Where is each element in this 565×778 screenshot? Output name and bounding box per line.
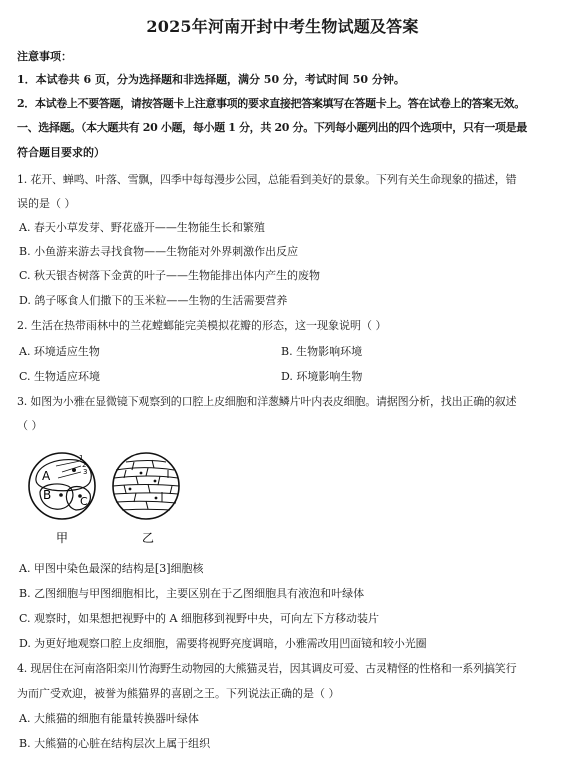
figure-label-b: B: [43, 488, 52, 502]
figure-label-c: C: [80, 495, 88, 508]
onion-cell-field: [113, 453, 179, 519]
figure-label-1: 1: [79, 454, 84, 462]
figure-label-a: A: [42, 469, 51, 483]
page-title: 2025年河南开封中考生物试题及答案: [146, 17, 419, 36]
question-3-option-b: B. 乙图细胞与甲图细胞相比，主要区别在于乙图细胞具有液泡和叶绿体: [19, 587, 365, 600]
section-heading-line-2: 符合题目要求的）: [17, 146, 105, 159]
question-1-option-b: B. 小鱼游来游去寻找食物——生物能对外界刺激作出反应: [19, 245, 299, 258]
notice-item-1: 1．本试卷共 6 页，分为选择题和非选择题，满分 50 分，考试时间 50 分钟。: [17, 73, 405, 86]
question-4-stem-line-2: 为而广受欢迎，被誉为熊猫界的喜剧之王。下列说法正确的是（ ）: [17, 687, 340, 700]
question-2-stem: 2. 生活在热带雨林中的兰花螳螂能完美模拟花瓣的形态，这一现象说明（ ）: [17, 319, 387, 332]
question-2-option-d: D. 环境影响生物: [281, 370, 363, 383]
question-3-option-a: A. 甲图中染色最深的结构是[3]细胞核: [19, 562, 204, 575]
question-3-stem-line-1: 3. 如图为小雅在显微镜下观察到的口腔上皮细胞和洋葱鳞片叶内表皮细胞。请据图分析，找出正确的叙述: [17, 395, 517, 408]
question-2-option-a: A. 环境适应生物: [19, 345, 100, 358]
microscope-figure: [28, 448, 188, 548]
question-1-option-a: A. 春天小草发芽、野花盛开——生物能生长和繁殖: [19, 221, 265, 234]
question-1-option-d: D. 鸽子啄食人们撒下的玉米粒——生物的生活需要营养: [19, 294, 288, 307]
notice-item-2: 2．本试卷上不要答题，请按答题卡上注意事项的要求直接把答案填写在答题卡上。答在试卷上的答案无效。: [17, 97, 525, 110]
question-2-option-b: B. 生物影响环境: [281, 345, 363, 358]
question-4-option-b: B. 大熊猫的心脏在结构层次上属于组织: [19, 737, 211, 750]
question-1-option-c: C. 秋天银杏树落下金黄的叶子——生物能排出体内产生的废物: [19, 269, 321, 282]
section-heading-line-1: 一、选择题。（本大题共有 20 小题，每小题 1 分，共 20 分。下列每小题列出的四个选项中，只有一项是最: [17, 121, 527, 134]
figure-caption-yi: 乙: [141, 531, 155, 545]
notice-heading: 注意事项：: [17, 50, 72, 63]
question-3-option-c: C. 观察时，如果想把视野中的 A 细胞移到视野中央，可向左下方移动装片: [19, 612, 379, 625]
figure-caption-jia: 甲: [55, 531, 69, 545]
question-4-stem-line-1: 4. 现居住在河南洛阳栾川竹海野生动物园的大熊猫灵岩，因其调皮可爱、古灵精怪的性格和一系列搞笑行: [17, 662, 517, 675]
figure-label-2: 2: [82, 461, 87, 469]
question-4-option-a: A. 大熊猫的细胞有能量转换器叶绿体: [19, 712, 199, 725]
question-1-stem-line-2: 误的是（ ）: [17, 197, 76, 210]
question-3-option-d: D. 为更好地观察口腔上皮细胞，需要将视野亮度调暗，小雅需改用凹面镜和较小光圈: [19, 637, 427, 650]
question-2-option-c: C. 生物适应环境: [19, 370, 101, 383]
figure-label-3: 3: [83, 468, 88, 476]
question-3-stem-line-2: （ ）: [17, 419, 43, 432]
question-1-stem-line-1: 1. 花开、蝉鸣、叶落、雪飘，四季中每每漫步公园，总能看到美好的景象。下列有关生命现象的描述，错: [17, 173, 517, 186]
